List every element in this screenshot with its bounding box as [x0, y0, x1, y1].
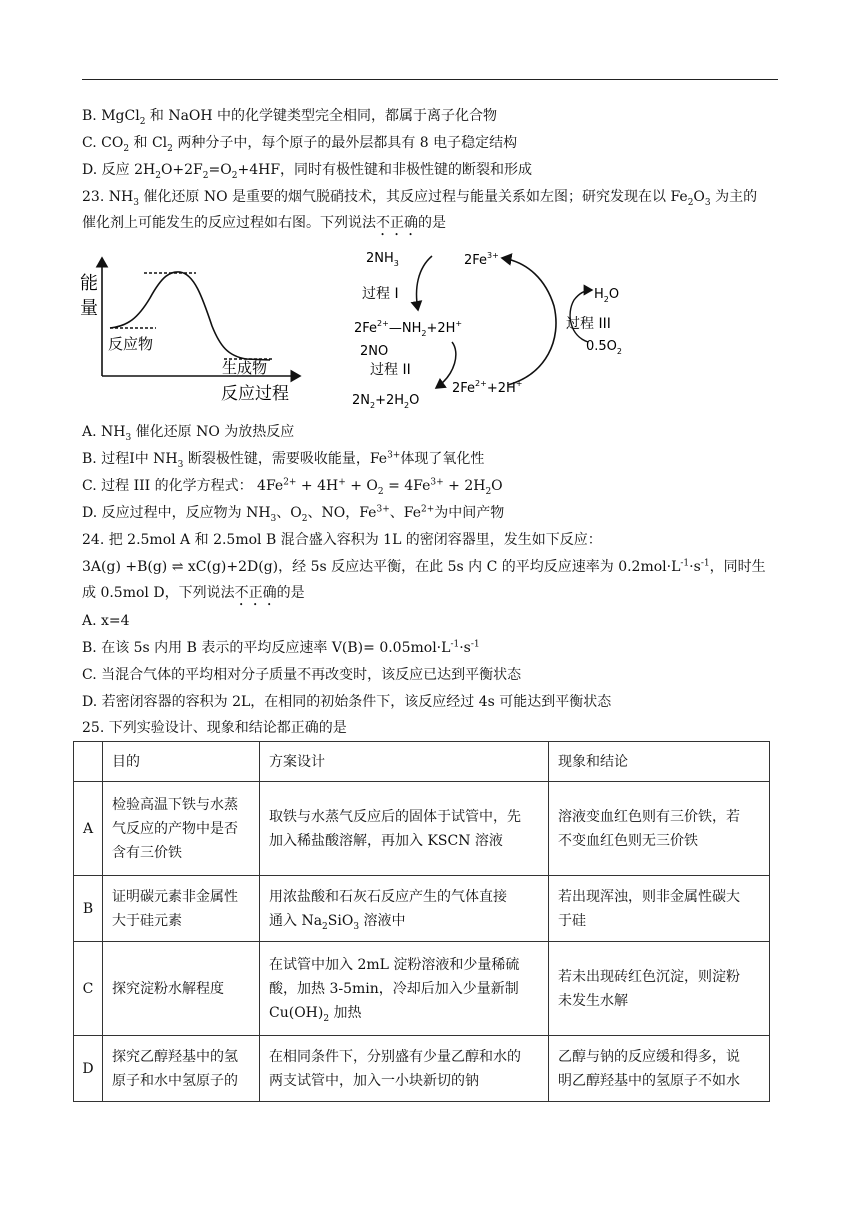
process-3-label: 过程 III: [566, 316, 611, 332]
row-label: C: [74, 942, 103, 1036]
q23-stem-line1: 23. $NH_3$ 催化还原 NO 是重要的烟气脱硝技术，其反应过程与能量关系如左图；研究发现在以 $Fe_2O_3$ 为主的: [82, 189, 758, 208]
header-rule: [82, 79, 778, 80]
o2-label: $0.5O_2$: [586, 339, 623, 356]
header-label-cell: [74, 742, 103, 782]
row-result: 若未出现砖红色沉淀，则淀粉 未发生水解: [549, 942, 770, 1036]
q23-option-b: B. 过程I中 $NH_3$ 断裂极性键，需要吸收能量，$Fe^{3+}$体现了氧化性: [82, 450, 485, 470]
process-3-arrow: [502, 258, 556, 385]
row-purpose: 证明碳元素非金属性 大于硅元素: [103, 876, 260, 942]
q24-stem-line1: 24. 把 2.5mol A 和 2.5mol B 混合盛入容积为 1L 的密闭容器里，发生如下反应：: [82, 532, 602, 548]
q24-option-b: B. 在该 5s 内用 B 表示的平均反应速率 $V(B)= 0.05mol\cdot L^{-1}\cdot s^{-1}$: [82, 639, 480, 656]
catalytic-cycle-diagram: [340, 244, 640, 414]
row-plan: 在相同条件下，分别盛有少量乙醇和水的 两支试管中，加入一小块新切的钠: [260, 1036, 549, 1102]
q24-stem-line3: 成 0.5mol D，下列说法不正确的是: [82, 585, 305, 601]
no-label: 2NO: [360, 344, 389, 359]
q24-option-d: D. 若密闭容器的容积为 2L，在相同的初始条件下，该反应经过 4s 可能达到平衡状态: [82, 694, 612, 710]
row-result: 若出现浑浊，则非金属性碳大 于硅: [549, 876, 770, 942]
intermediate-label: $2Fe^{2+}—NH_2+2H^+$: [354, 319, 463, 338]
row-label: D: [74, 1036, 103, 1102]
q23-option-a: A. $NH_3$ 催化还原 NO 为放热反应: [82, 424, 295, 443]
table-row-d: [74, 1036, 770, 1102]
row-result: 溶液变血红色则有三价铁，若 不变血红色则无三价铁: [549, 782, 770, 876]
q25-stem: 25. 下列实验设计、现象和结论都正确的是: [82, 720, 347, 736]
header-result: 现象和结论: [549, 742, 770, 782]
n2-h2o-label: $2N_2+2H_2O$: [352, 393, 420, 410]
q22-option-d: D. 反应 $2H_2O+2F_2=O_2+4HF$，同时有极性键和非极性键的断裂和形成: [82, 162, 533, 181]
q24-stem-line2: 3A(g) +B(g) ⇌ xC(g)+2D(g)，经 5s 反应达平衡，在此 5s 内 C 的平均反应速率为 $0.2mol\cdot L^{-1}\cdot s^{-1}$，同时生: [82, 558, 766, 575]
q23-stem-line2: 催化剂上可能发生的反应过程如右图。下列说法不正确的是: [82, 215, 446, 231]
nh3-label: $2NH_3$: [366, 251, 399, 268]
row-plan: 用浓盐酸和石灰石反应产生的气体直接 通入 $Na_2SiO_3$ 溶液中: [260, 876, 549, 942]
energy-ylabel-1: 能: [80, 273, 98, 294]
row-purpose: 检验高温下铁与水蒸 气反应的产物中是否 含有三价铁: [103, 782, 260, 876]
q23-option-c: C. 过程 III 的化学方程式： $4Fe^{2+} + 4H^+ + O_2 = 4Fe^{3+} + 2H_2O$: [82, 477, 503, 497]
q24-option-c: C. 当混合气体的平均相对分子质量不再改变时，该反应已达到平衡状态: [82, 667, 522, 683]
process-2-label: 过程 II: [370, 362, 411, 378]
row-purpose: 探究乙醇羟基中的氢 原子和水中氢原子的: [103, 1036, 260, 1102]
energy-ylabel-2: 量: [80, 298, 98, 319]
q25-table: [73, 741, 770, 1102]
energy-diagram: [78, 246, 308, 406]
process-1-arrow: [417, 256, 432, 310]
row-plan: 在试管中加入 2mL 淀粉溶液和少量稀硫 酸，加热 3-5min，冷却后加入少量新制 $Cu(OH)_2$ 加热: [260, 942, 549, 1036]
reactant-label: 反应物: [108, 335, 154, 353]
row-label: A: [74, 782, 103, 876]
fe2-label: $2Fe^{2+}+2H^+$: [452, 379, 523, 396]
header-plan: 方案设计: [260, 742, 549, 782]
process-1-label: 过程 I: [362, 286, 399, 302]
row-label: B: [74, 876, 103, 942]
table-header-row: [74, 742, 770, 782]
header-purpose: 目的: [103, 742, 260, 782]
row-purpose: 探究淀粉水解程度: [103, 942, 260, 1036]
fe3-label: $2Fe^{3+}$: [464, 251, 499, 268]
table-row-a: [74, 782, 770, 876]
row-result: 乙醇与钠的反应缓和得多，说 明乙醇羟基中的氢原子不如水: [549, 1036, 770, 1102]
row-plan: 取铁与水蒸气反应后的固体于试管中，先 加入稀盐酸溶解，再加入 KSCN 溶液: [260, 782, 549, 876]
q24-option-a: A. x=4: [82, 613, 130, 629]
product-label: 生成物: [222, 359, 268, 377]
table-row-b: [74, 876, 770, 942]
q22-option-c: C. $CO_2$ 和 $Cl_2$ 两种分子中，每个原子的最外层都具有 8 电子稳定结构: [82, 135, 518, 154]
table-row-c: [74, 942, 770, 1036]
h2o-label: $H_2O$: [594, 287, 620, 304]
q23-option-d: D. 反应过程中，反应物为 $NH_3$、$O_2$、NO，$Fe^{3+}$、$Fe^{2+}$为中间产物: [82, 504, 505, 524]
energy-xlabel: 反应过程: [221, 384, 289, 404]
q22-option-b: B. MgCl$_2$ 和 NaOH 中的化学键类型完全相同，都属于离子化合物: [82, 108, 498, 127]
